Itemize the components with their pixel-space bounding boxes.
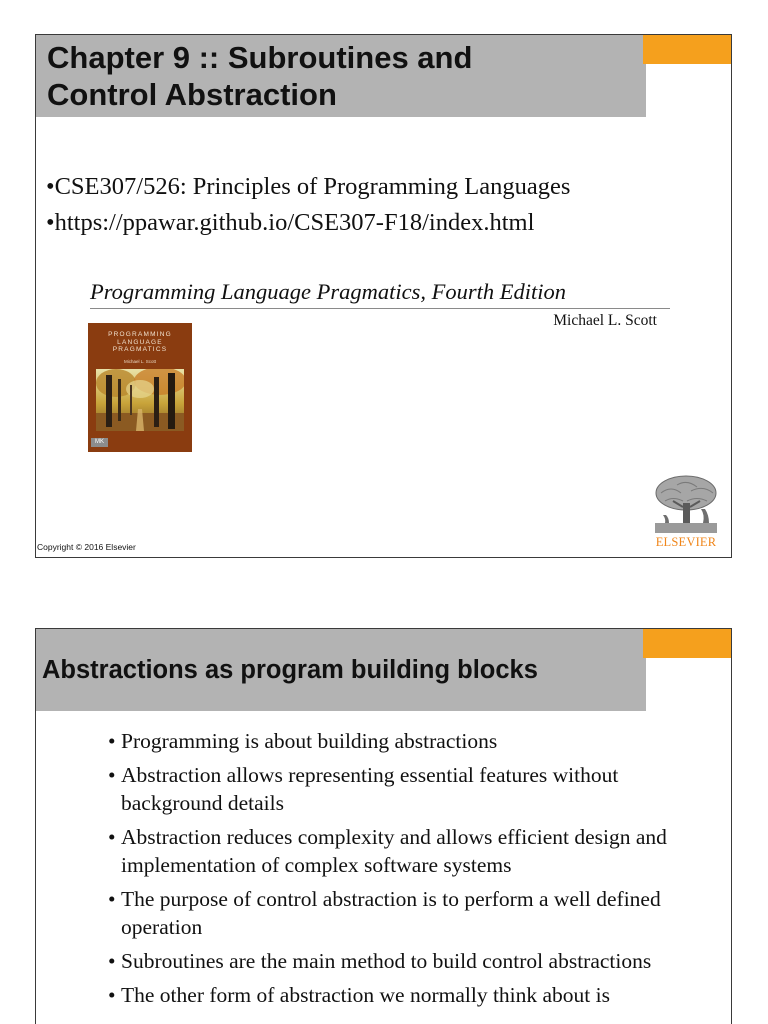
- slide-title-line-2: Control Abstraction: [47, 77, 337, 112]
- slide-title-bar: [36, 35, 646, 117]
- elsevier-wordmark: ELSEVIER: [655, 535, 717, 549]
- cover-title: PROGRAMMING LANGUAGE PRAGMATICS: [108, 331, 172, 353]
- list-item: • Subroutines are the main method to build control abstractions: [108, 947, 668, 975]
- copyright-notice: Copyright © 2016 Elsevier: [37, 542, 136, 552]
- bullet-url: •https://ppawar.github.io/CSE307-F18/index.html: [46, 209, 535, 236]
- list-item: • The purpose of control abstraction is to perform a well defined operation: [108, 885, 668, 941]
- elsevier-tree-icon: [653, 473, 719, 535]
- divider: [90, 308, 670, 309]
- bullet-list: [108, 727, 668, 1015]
- cover-author: Michael L. Scott: [123, 359, 156, 364]
- slide-title: Abstractions as program building blocks: [42, 656, 538, 684]
- bullet-course: •CSE307/526: Principles of Programming Languages: [46, 173, 571, 200]
- course-info: [46, 169, 570, 241]
- list-item: • Abstraction allows representing essential features without background details: [108, 761, 668, 817]
- accent-block: [643, 629, 731, 658]
- accent-block: [643, 35, 731, 64]
- book-title: Programming Language Pragmatics, Fourth Edition: [90, 279, 567, 304]
- content-slide: [35, 628, 732, 1024]
- list-item: • The other form of abstraction we normally think about is: [108, 981, 668, 1009]
- book-cover: [88, 323, 192, 452]
- list-item: • Abstraction reduces complexity and allows efficient design and implementation of complex software systems: [108, 823, 668, 879]
- publisher-mark: MK: [91, 438, 108, 447]
- slide-title: [47, 39, 646, 113]
- forest-image: [96, 369, 184, 431]
- list-item: • Programming is about building abstractions: [108, 727, 668, 755]
- book-author: Michael L. Scott: [553, 312, 657, 329]
- elsevier-logo: [653, 473, 719, 551]
- slide-title-bar: [36, 629, 646, 711]
- title-slide: [35, 34, 732, 558]
- slide-title-line-1: Chapter 9 :: Subroutines and: [47, 40, 473, 75]
